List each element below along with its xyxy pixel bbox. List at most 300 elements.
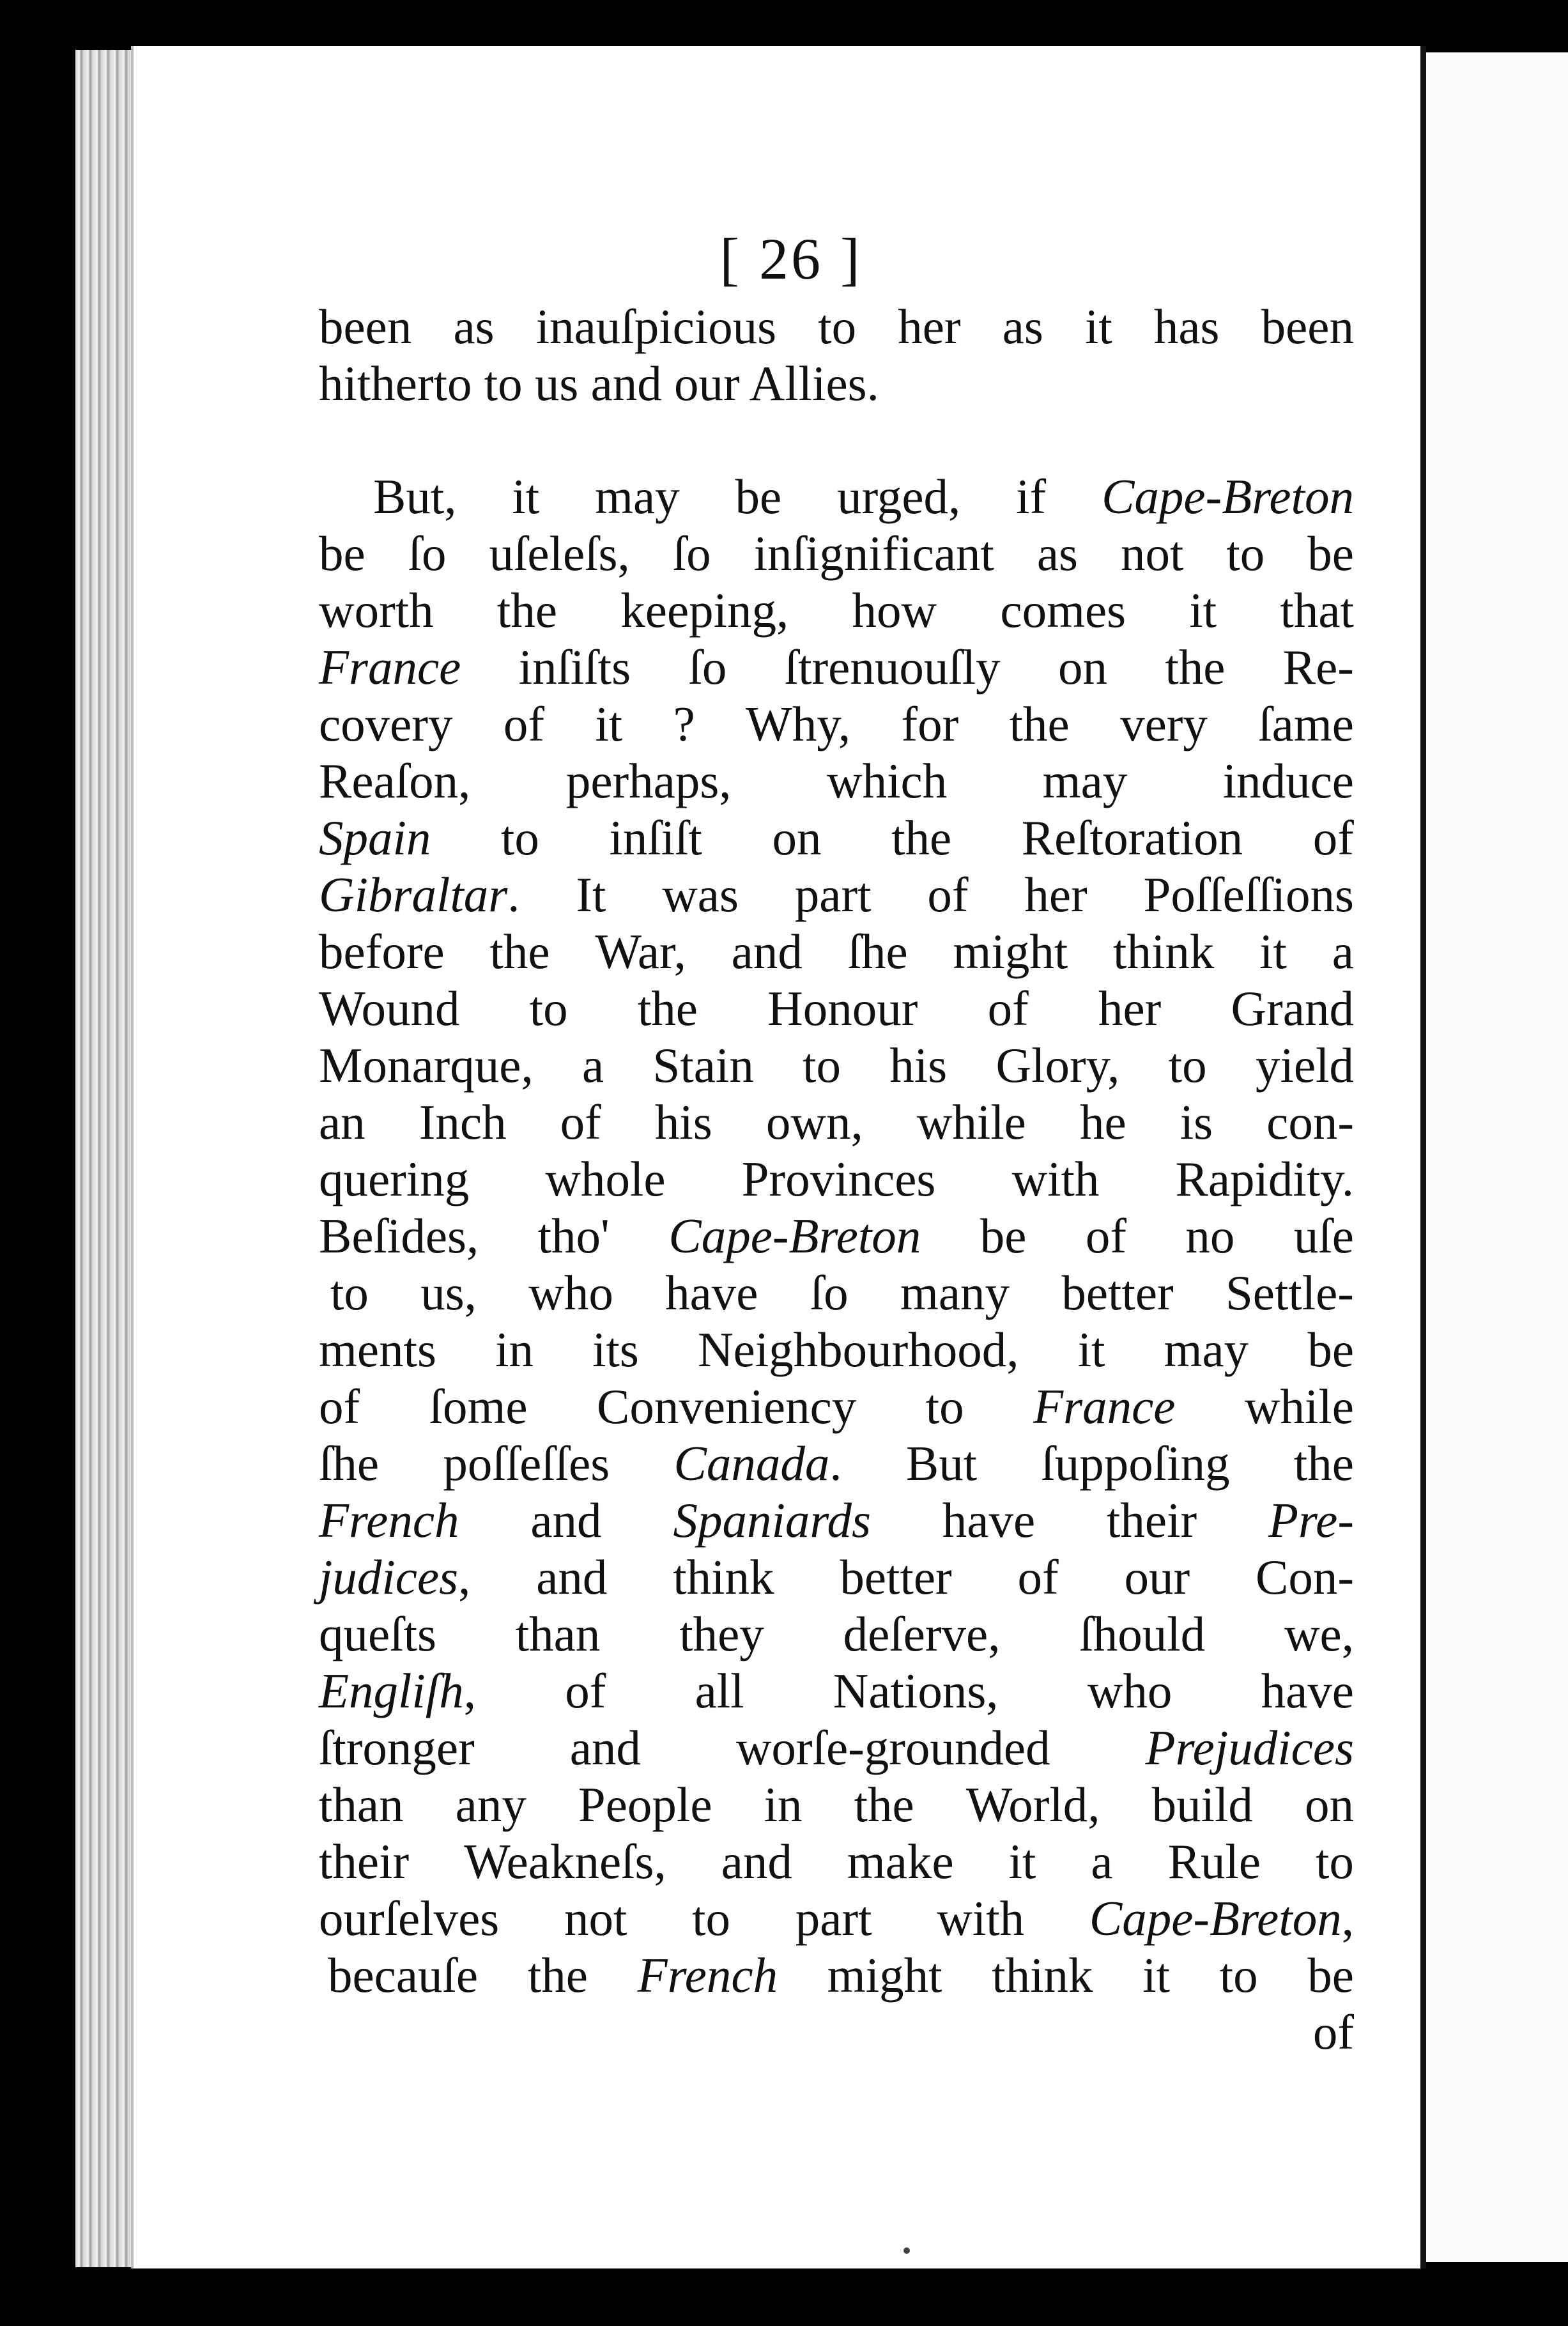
word-part: her [898,299,961,354]
word [620,582,788,639]
word [1294,1435,1354,1492]
word [736,1720,1050,1776]
word-part: yield [1255,1038,1354,1093]
word-part: Neighbourhood, [697,1322,1019,1377]
word [595,923,686,980]
word-part: But [905,1436,978,1491]
word-part: ſome [429,1379,528,1434]
word [665,1265,758,1321]
text-line [319,639,1354,696]
word-part: becauſe [328,1948,479,2003]
word-part: it [1084,299,1112,354]
word-part: ourſelves [319,1891,500,1946]
text-segment [319,355,879,412]
word [1146,1720,1354,1776]
word [992,1947,1093,2004]
word-part: if [1016,469,1047,524]
word [1220,1947,1258,2004]
word [566,753,732,810]
word-part: they [679,1606,764,1661]
word [319,923,445,980]
word-part: it [1077,1322,1105,1377]
word [597,1378,856,1435]
italic-word: Spain [319,810,431,865]
word [419,1094,507,1151]
word [662,866,739,923]
word-part: before [319,924,445,979]
word-part: not [564,1891,627,1946]
word-part: uſe [1293,1208,1354,1263]
word-part: have [1261,1663,1354,1718]
word [901,696,958,753]
text-segment: of [1312,2005,1354,2060]
italic-word: French [637,1948,778,2003]
word [1016,468,1046,525]
word-part: ſo [672,526,711,581]
word [803,1037,841,1094]
text-line [319,1606,1354,1663]
word-part: deſerve, [843,1606,1001,1661]
word-part: the [1165,640,1226,695]
word-part: Reſtoration [1021,810,1243,865]
word [980,1208,1027,1265]
word [319,525,365,582]
word [536,1549,607,1606]
word [679,1606,764,1663]
word-part: to [692,1891,731,1946]
word-part: con- [1266,1095,1354,1150]
word [1011,1151,1099,1208]
word-part: it [595,697,623,751]
word [1113,923,1214,980]
word-part: of [1312,810,1354,865]
word-part: the [496,583,557,638]
word [319,298,411,355]
word [1256,1549,1354,1606]
word [319,1151,469,1208]
word [688,639,726,696]
text-line [319,1037,1354,1094]
word [668,1208,921,1265]
word-part: has [1153,299,1220,354]
word-part: Settle- [1225,1265,1354,1320]
word [1226,525,1264,582]
word [1283,639,1354,696]
word [582,1037,604,1094]
text-line [319,1321,1354,1378]
word [1085,298,1112,355]
word [673,1492,870,1549]
word [1037,525,1078,582]
word [489,525,630,582]
word [1033,1378,1175,1435]
word-part: But, [373,469,457,524]
word [319,866,519,923]
word [319,1890,499,1947]
word-part: Why, [746,697,851,751]
word [988,980,1029,1037]
word-part: It [576,867,606,922]
word [848,923,908,980]
word-part: and [530,1493,602,1548]
word-part: inauſpicious [535,299,777,354]
word [840,1549,951,1606]
word-part: how [852,583,937,638]
word-part: to [803,1038,842,1093]
word-part: poſſeſſes [443,1436,610,1491]
word [1261,298,1354,355]
word-part: of [987,981,1029,1036]
word [516,1606,601,1663]
word-part: our [1124,1550,1190,1605]
word [443,1435,610,1492]
word [609,810,702,866]
word [1079,1606,1205,1663]
word-part: , [458,1550,471,1605]
word [319,1492,459,1549]
word-part: ſhe [847,924,908,979]
word-part: ſhe [319,1436,380,1491]
word [900,1265,1010,1321]
word-part: urged, [837,469,961,524]
word [319,639,461,696]
word [1024,866,1087,923]
word [735,468,782,525]
word [692,1890,730,1947]
text-segment: hitherto to us and our Allies. [319,356,879,411]
word-part: that [1280,583,1354,638]
word-part: for [901,697,959,751]
word-part: while [1244,1379,1354,1434]
word [1152,1776,1253,1833]
word-part: to [330,1265,369,1320]
word [1266,1094,1354,1151]
word-part: in [495,1322,534,1377]
text-line [319,1094,1354,1151]
word-part: of [565,1663,606,1718]
word [1332,923,1354,980]
word-part: Nations, [833,1663,999,1718]
word [1107,1492,1197,1549]
word-part: . [507,867,520,922]
facing-page-edge [1426,52,1568,2262]
word [1003,298,1043,355]
italic-word: judices [319,1550,459,1605]
word-part: Monarque, [319,1038,534,1093]
word [953,923,1068,980]
word [852,582,937,639]
text-line [319,525,1354,582]
word [319,1776,404,1833]
ink-speck [903,2247,910,2254]
italic-word: Spaniards [673,1493,871,1548]
word [1078,1321,1105,1378]
word-part: covery [319,697,453,751]
word [464,1833,666,1890]
word-part: who [528,1265,613,1320]
word [319,1208,479,1265]
word [1165,639,1225,696]
word [1189,582,1217,639]
word [1307,1947,1354,2004]
word [889,1037,947,1094]
word-part: of [927,867,969,922]
word-part: been [319,299,412,354]
word [673,1549,774,1606]
word-part: Inch [419,1095,507,1150]
word [1125,1549,1190,1606]
word [545,1151,665,1208]
word-part: have [942,1493,1036,1548]
word [456,1776,527,1833]
word-part: very [1120,697,1208,751]
word-part: may [1042,753,1128,808]
italic-word: Cape-Breton [1089,1891,1342,1946]
italic-word: Pre- [1268,1493,1354,1548]
word-part: to [529,981,568,1036]
word [1022,810,1243,866]
word [1180,1094,1213,1151]
word-part: might [953,924,1068,979]
word [785,639,1001,696]
text-line [319,1776,1354,1833]
text-line [319,1890,1354,1947]
italic-word: France [319,640,461,695]
text-line [319,923,1354,980]
word [373,468,457,525]
text-segment [1313,2004,1354,2061]
word [1043,753,1128,810]
word [503,696,544,753]
word-part: and [569,1720,641,1775]
word-part: ? [673,697,695,751]
word [538,1208,610,1265]
text-line [319,1265,1354,1321]
word-part: of [1017,1550,1059,1605]
word-part: Wound [319,981,460,1036]
word-part: may [1164,1322,1249,1377]
word [319,1606,436,1663]
word-part: not [1120,526,1184,581]
word [1294,1208,1354,1265]
word-part: War, [595,924,686,979]
italic-word: Canada [673,1436,830,1491]
word [810,1265,849,1321]
word-part: induce [1222,753,1354,808]
word [497,582,557,639]
word [1226,1265,1354,1321]
word [565,1663,606,1720]
word-part: . [829,1436,842,1491]
word [1142,1947,1170,2004]
word-part: of [1085,1208,1126,1263]
text-line [319,2004,1354,2061]
word [1010,696,1070,753]
word [1121,525,1183,582]
word [1305,1776,1354,1833]
word-part: and [536,1550,608,1605]
word-part: be [319,526,365,581]
word-part: tho' [537,1208,610,1263]
word-part: worth [319,583,434,638]
word-part: with [937,1891,1025,1946]
word-part: part [794,867,872,922]
word-part: better [1061,1265,1174,1320]
word [795,866,872,923]
word [319,1663,476,1720]
word [766,1094,863,1151]
text-line [319,1833,1354,1890]
word-part: Reaſon, [319,753,471,808]
word-part: think [1113,924,1215,979]
word [319,1720,475,1776]
word-part: an [319,1095,365,1150]
word-part: any [455,1777,527,1832]
word [1268,1492,1354,1549]
word [1284,1606,1354,1663]
word [1231,980,1354,1037]
word [519,639,631,696]
word [319,1833,409,1890]
word-part: Provinces [741,1151,936,1206]
word-part: no [1185,1208,1235,1263]
word [319,980,460,1037]
word [576,866,606,923]
word [898,298,960,355]
word [837,468,960,525]
word [1223,753,1354,810]
word-part: be [1307,526,1354,581]
text-line [319,1208,1354,1265]
word-part: to [818,299,857,354]
word [891,810,951,866]
word-part: in [764,1777,803,1832]
word [638,1947,778,2004]
word-part: the [854,1777,914,1832]
word-part: his [654,1095,712,1150]
word [1185,1208,1234,1265]
text-line [319,753,1354,810]
text-line [319,866,1354,923]
text-line [319,1151,1354,1208]
word-part: comes [1000,583,1126,638]
word [429,1378,528,1435]
word-part: than [319,1777,404,1832]
word [328,1947,478,2004]
word [595,696,622,753]
word [1061,1265,1173,1321]
word [843,1606,1001,1663]
word [1009,1833,1036,1890]
word-part: World, [965,1777,1100,1832]
word [1102,468,1354,525]
word [495,1321,534,1378]
word-part: her [1098,981,1162,1036]
word-part: inſiſt [609,810,702,865]
word-part: own, [765,1095,863,1150]
word [1041,1435,1229,1492]
word-part: a [1332,924,1354,979]
word-part: it [1189,583,1217,638]
word-part: the [1293,1436,1354,1491]
italic-word: Gibraltar [319,867,508,922]
word-part: think [673,1550,774,1605]
word-part: many [900,1265,1010,1320]
text-line [319,1435,1354,1492]
word-part: be [735,469,782,524]
text-line [319,1492,1354,1549]
word [1086,1208,1126,1265]
word-part: People [578,1777,712,1832]
word [319,1549,470,1606]
word [319,1037,534,1094]
word-part: the [891,810,952,865]
text-line [319,355,1354,412]
word-part: Glory, [995,1038,1120,1093]
word [698,1321,1019,1378]
word-part: the [637,981,698,1036]
word-part: a [582,1038,604,1093]
word [818,298,856,355]
word [319,810,431,866]
word [796,1890,872,1947]
word [530,1492,601,1549]
word-part: Con- [1256,1550,1354,1605]
text-line [319,1378,1354,1435]
word [578,1776,712,1833]
word [1144,866,1354,923]
word-part: ſuppoſing [1041,1436,1230,1491]
word-part: to [1219,1948,1258,2003]
word [1000,582,1126,639]
word [927,866,968,923]
word [1018,1549,1059,1606]
word-part: it [512,469,540,524]
word-part: better [840,1550,952,1605]
word-part: and [731,924,803,979]
word-part: Re- [1282,640,1354,695]
word [1316,1833,1354,1890]
word [319,1094,365,1151]
word-part: uſeleſs, [489,526,630,581]
word-part: keeping, [620,583,789,638]
word-part: been [1261,299,1354,354]
word-part: perhaps, [565,753,732,808]
word [592,1321,639,1378]
word [319,696,453,753]
word-part: , [463,1663,476,1718]
word-part: ments [319,1322,436,1377]
paragraph-break [319,412,1354,468]
word-part: we, [1284,1606,1354,1661]
word-part: was [662,867,739,922]
word-part: , [1341,1891,1354,1946]
word-part: the [527,1948,588,2003]
word-part: Weakneſs, [464,1834,666,1889]
word [1176,1151,1354,1208]
word [1154,298,1220,355]
word [721,1833,792,1890]
word-part: it [1259,924,1287,979]
word-part: as [453,299,495,354]
word-part: quering [319,1151,470,1206]
word-part: to [500,810,539,865]
italic-word: French [319,1493,459,1548]
word [638,980,698,1037]
word-part: as [1002,299,1043,354]
word [1091,1833,1112,1890]
word [1058,639,1107,696]
